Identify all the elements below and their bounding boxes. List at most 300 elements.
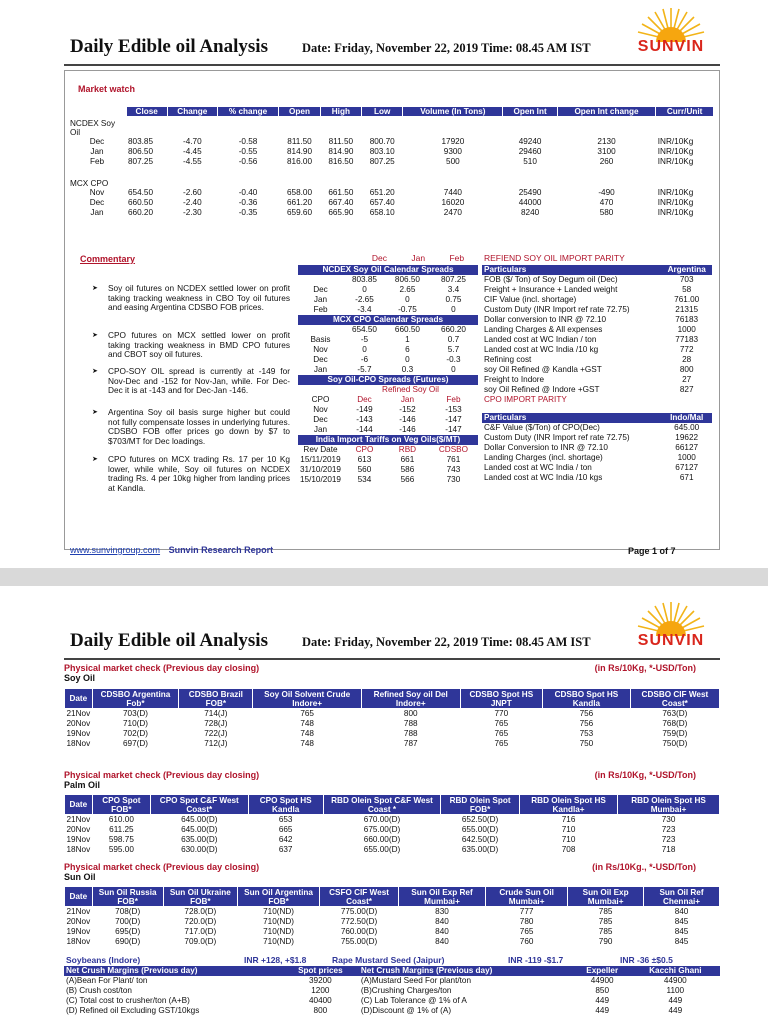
soy-cpo-cell: -143	[356, 415, 373, 424]
tariff-cell: 31/10/2019	[300, 465, 341, 474]
spread-cell: 5.7	[447, 345, 460, 354]
data-row	[65, 917, 720, 927]
value-cell: 18Nov	[66, 845, 91, 854]
value-cell: 642	[278, 835, 293, 844]
value-cell: 765	[494, 719, 509, 728]
value-cell: 665	[278, 825, 293, 834]
ncm-label: (B)Crushing Charges/ton	[360, 986, 452, 995]
value-cell: 785	[598, 907, 613, 916]
spread-cell: Dec	[313, 285, 328, 294]
value-cell: 710(ND)	[263, 937, 295, 946]
value-cell: 655.00(D)	[461, 825, 499, 834]
ncm-value: 44900	[663, 976, 687, 985]
data-row	[65, 815, 720, 826]
column-header: CDSBO Spot HS JNPT	[460, 689, 542, 709]
spread-col-dec: Dec	[371, 253, 387, 263]
value-cell: 670.00(D)	[363, 815, 401, 824]
spread-cell: Basis	[310, 335, 331, 344]
value-cell: 748	[300, 729, 314, 738]
value-cell: 777	[519, 907, 534, 916]
soy-cpo-cell: Feb	[446, 395, 461, 404]
parity-value: 76183	[675, 315, 699, 324]
value-cell: 651.20	[369, 187, 395, 197]
value-cell: INR/10Kg	[657, 187, 694, 197]
value-cell: 661.20	[286, 197, 313, 207]
mustard-change: INR -119 -$1.7	[508, 955, 564, 965]
spread-cell: 0	[362, 345, 367, 354]
value-cell: 790	[598, 937, 613, 946]
ncm-row	[64, 986, 720, 996]
parity-row	[482, 325, 712, 335]
tariff-row	[298, 465, 478, 475]
ncm-head: Net Crush Margins (Previous day)	[64, 966, 282, 976]
sunvin-logo-p2	[624, 598, 718, 650]
header-rule-p2	[64, 658, 720, 660]
value-cell: INR/10Kg	[657, 156, 694, 166]
soy-physical-table	[64, 688, 720, 749]
data-row	[65, 709, 720, 720]
footer-label: Sunvin Research Report	[168, 545, 274, 555]
cpo-label: Custom Duty (INR Import ref rate 72.75)	[484, 433, 630, 442]
value-cell: 20Nov	[66, 825, 91, 834]
empty-cell	[298, 385, 343, 395]
value-cell: 700(D)	[115, 917, 141, 926]
value-cell: 690(D)	[115, 937, 141, 946]
tariff-head: CPO	[355, 445, 374, 454]
value-cell: 845	[674, 937, 689, 946]
spread-cell: 660.50	[394, 325, 420, 334]
value-cell: 765	[494, 729, 509, 738]
ncm-row	[64, 976, 720, 986]
value-cell: 702(D)	[122, 729, 148, 738]
value-cell: 840	[435, 917, 449, 926]
soy-cpo-row	[298, 425, 478, 435]
column-header: Date	[65, 689, 93, 709]
header-row	[65, 689, 720, 709]
tariff-cell: 566	[400, 475, 415, 484]
tariff-cell: 586	[400, 465, 415, 474]
report-title: Daily Edible oil Analysis	[70, 36, 268, 57]
column-header: Sun Oil Exp Mumbai+	[568, 887, 644, 907]
parity-value: 772	[679, 345, 694, 354]
tariff-head: Rev Date	[303, 445, 338, 454]
commentary-item: ➤ Soy oil futures on NCDEX settled lower on profit taking tracking weakness in CBO Toy oil futures and easing Argentina CDSBO FOB prices.	[108, 284, 290, 313]
soy-cpo-cell: CPO	[311, 395, 330, 404]
logo-text: SUNVIN	[637, 38, 705, 55]
report-date: Date: Friday, November 22, 2019 Time: 08.45 AM IST	[302, 41, 591, 55]
spread-cell: 0	[405, 355, 410, 364]
value-cell: 665.90	[328, 207, 354, 217]
value-cell: 611.25	[109, 825, 134, 834]
cpo-parity-row	[482, 463, 712, 473]
value-cell: 710(D)	[122, 719, 148, 728]
spread-cell: 0	[451, 365, 456, 374]
value-cell: 598.75	[108, 835, 134, 844]
ncdex-spread-row	[298, 295, 478, 305]
ncm-label: (D) Refined oil Excluding GST/10kgs	[66, 1006, 200, 1015]
data-row	[65, 739, 720, 749]
value-cell: -2.60	[182, 187, 202, 197]
market-watch-label: Market watch	[78, 84, 136, 94]
soy-cpo-cell: Jan	[400, 395, 415, 404]
value-cell: 811.50	[287, 136, 312, 146]
parity-label: Dollar conversion to INR @ 72.10	[484, 315, 607, 324]
value-cell: 787	[403, 739, 418, 748]
spread-cell: -6	[360, 355, 369, 364]
spread-cell: 0.3	[401, 365, 414, 374]
spread-month-head	[298, 253, 478, 263]
column-header: Low	[362, 107, 403, 117]
spread-cell: 0	[451, 305, 456, 314]
value-cell: 610.00	[108, 815, 134, 824]
tariff-cell: 15/11/2019	[300, 455, 341, 464]
value-cell: 718	[661, 845, 676, 854]
value-cell: 730	[661, 815, 676, 824]
spread-cell: Dec	[313, 355, 328, 364]
tariff-cell: 761	[446, 455, 461, 464]
parity-value: 28	[682, 355, 692, 364]
value-cell: 756	[579, 709, 594, 718]
data-row	[65, 937, 720, 947]
value-cell: 21Nov	[66, 709, 91, 718]
value-cell: 21Nov	[66, 815, 91, 824]
cpo-value: 671	[679, 473, 694, 482]
mcx-spread-title-row	[298, 315, 478, 325]
spacer-row	[482, 405, 712, 413]
spacer	[68, 167, 714, 177]
value-cell: 759(D)	[662, 729, 688, 738]
spread-cell: Feb	[313, 305, 328, 314]
value-cell: -0.58	[238, 136, 258, 146]
corner-cell	[68, 107, 126, 117]
ncm-label: (A)Bean For Plant/ ton	[66, 976, 148, 985]
value-cell: 755.00(D)	[340, 937, 378, 946]
tariff-row	[298, 455, 478, 465]
spacer-row	[68, 167, 714, 177]
month-cell: Jan	[90, 207, 104, 217]
tariff-title: India Import Tariffs on Veg Oils($/MT)	[298, 435, 478, 445]
soybeans-indore-label: Soybeans (Indore)	[66, 955, 141, 965]
column-header: Curr/Unit	[656, 107, 714, 117]
data-row	[65, 845, 720, 855]
value-cell: 710	[561, 835, 576, 844]
cpo-parity-title-row	[482, 395, 712, 405]
ncdex-label-row	[68, 117, 714, 137]
mcx-spread-row	[298, 365, 478, 375]
cpo-parity-row	[482, 423, 712, 433]
ncm-value: 39200	[308, 976, 332, 985]
data-row	[65, 825, 720, 835]
value-cell: 748	[300, 719, 314, 728]
value-cell: 655.00(D)	[363, 845, 401, 854]
cpo-label: Landed cost at WC India / ton	[484, 463, 592, 472]
website-link[interactable]: www.sunvingroup.com	[70, 545, 161, 555]
value-cell: 667.40	[328, 197, 354, 207]
value-cell: 807.25	[369, 156, 395, 166]
column-header: CDSBO Brazil FOB*	[179, 689, 253, 709]
value-cell: 765	[300, 709, 314, 718]
soy-cpo-title-row	[298, 375, 478, 385]
value-cell: 753	[579, 729, 594, 738]
sun-physical-table	[64, 886, 720, 947]
value-cell: 780	[519, 917, 534, 926]
spread-cell: -5.7	[357, 365, 372, 374]
value-cell: 765	[494, 739, 509, 748]
value-cell: -0.40	[238, 187, 258, 197]
spread-cell: -5	[360, 335, 369, 344]
value-cell: -0.56	[238, 156, 258, 166]
tariff-head-row	[298, 445, 478, 455]
value-cell: 723	[661, 835, 676, 844]
month-cell: Jan	[90, 146, 104, 156]
sun-section-label: Sun Oil	[64, 872, 96, 882]
value-cell: 816.00	[286, 156, 313, 166]
cpo-parity-title: CPO IMPORT PARITY	[484, 395, 567, 404]
spread-cell: Jan	[313, 295, 328, 304]
empty-cell	[362, 177, 403, 188]
value-cell: 760.00(D)	[340, 927, 378, 936]
tariff-title-row	[298, 435, 478, 445]
value-cell: -2.40	[182, 197, 202, 207]
ncm-label: (C) Total cost to crusher/ton (A+B)	[66, 996, 190, 1005]
parity-row	[482, 305, 712, 315]
cpo-value: 1000	[677, 453, 696, 462]
sun-section-head	[64, 862, 720, 882]
ncdex-row	[68, 147, 714, 157]
cpo-parity-row	[482, 433, 712, 443]
value-cell: 748	[300, 739, 314, 748]
value-cell: 772.50(D)	[340, 917, 378, 926]
value-cell: 7440	[443, 187, 462, 197]
tariff-cell: 534	[357, 475, 372, 484]
soy-section-label: Soy Oil	[64, 673, 96, 683]
parity-head: Particulars	[482, 265, 661, 275]
column-header: CPO Spot FOB*	[92, 795, 150, 815]
spread-cell: 6	[405, 345, 410, 354]
cpo-value: 66127	[675, 443, 699, 452]
soy-cpo-cell: -147	[445, 425, 462, 434]
mcx-row	[68, 188, 714, 198]
value-cell: -490	[598, 187, 615, 197]
soy-cpo-cell: Jan	[313, 425, 328, 434]
value-cell: 756	[579, 719, 594, 728]
mcx-spread-row	[298, 355, 478, 365]
ncm-value: 44900	[590, 976, 614, 985]
parity-value: 1000	[677, 325, 696, 334]
soy-parity-table	[482, 265, 712, 483]
spread-cell: 654.50	[351, 325, 377, 334]
palm-section-head	[64, 770, 720, 790]
soy-cpo-title: Soy Oil-CPO Spreads (Futures)	[298, 375, 478, 385]
cpo-value: 19622	[675, 433, 699, 442]
page-number: Page 1 of 7	[628, 546, 676, 556]
value-cell: 760	[519, 937, 534, 946]
spread-cell: -3.4	[357, 305, 372, 314]
tariff-cell: 661	[400, 455, 415, 464]
value-cell: -4.55	[182, 156, 202, 166]
value-cell: -0.35	[238, 207, 258, 217]
soy-section-unit: (in Rs/10Kg, *-USD/Ton)	[594, 663, 696, 673]
value-cell: -4.45	[182, 146, 202, 156]
cpo-parity-row	[482, 453, 712, 463]
month-cell: Dec	[89, 197, 105, 207]
parity-row	[482, 365, 712, 375]
spread-cell: 807.25	[440, 275, 466, 284]
data-row	[65, 729, 720, 739]
parity-label: soy Oil Refined @ Indore +GST	[484, 385, 600, 394]
mustard-jaipur-label: Rape Mustard Seed (Jaipur)	[332, 955, 445, 965]
cpo-head: Particulars	[482, 413, 661, 423]
spread-col-feb: Feb	[449, 253, 465, 263]
mustard-change-2: INR -36 ±$0.5	[620, 955, 673, 965]
parity-row	[482, 355, 712, 365]
value-cell: 840	[435, 937, 449, 946]
column-header: Volume (In Tons)	[403, 107, 503, 117]
value-cell: 645.00(D)	[181, 825, 218, 834]
soy-cpo-cell: -153	[445, 405, 462, 414]
value-cell: 708(D)	[115, 907, 141, 916]
value-cell: 19Nov	[66, 729, 91, 738]
value-cell: 768(D)	[662, 719, 688, 728]
column-header: Sun Oil Ref Chennai+	[644, 887, 720, 907]
empty-cell	[126, 177, 167, 188]
ncdex-spread-row	[298, 285, 478, 295]
value-cell: 840	[435, 927, 449, 936]
column-header: High	[320, 107, 361, 117]
parity-row	[482, 275, 712, 285]
report-page-2	[0, 586, 768, 1024]
ncm-value: 449	[668, 1006, 683, 1015]
value-cell: 703(D)	[122, 709, 148, 718]
commentary-item: ➤ CPO futures on MCX settled lower on profit taking tracking weakness in BMD CPO futures and CBOT soy oil futures.	[108, 331, 290, 360]
parity-label: Custom Duty (INR Import ref rate 72.75)	[484, 305, 630, 314]
value-cell: 785	[598, 927, 613, 936]
value-cell: 17920	[441, 136, 465, 146]
empty-cell	[503, 177, 557, 188]
month-cell: Nov	[89, 187, 105, 197]
value-cell: 654.50	[128, 187, 154, 197]
value-cell: 18Nov	[66, 739, 91, 748]
column-header: Date	[65, 795, 93, 815]
empty-cell	[403, 117, 503, 137]
ncdex-spread-title: NCDEX Soy Oil Calendar Spreads	[298, 265, 478, 275]
value-cell: 18Nov	[66, 937, 91, 946]
ncm-value: 800	[313, 1006, 328, 1015]
value-cell: 723	[661, 825, 676, 834]
column-header: Refined Soy oil Del Indore+	[361, 689, 460, 709]
empty-cell	[279, 177, 320, 188]
month-cell: Feb	[89, 156, 105, 166]
value-cell: 21Nov	[66, 907, 91, 916]
spread-cell: 660.20	[440, 325, 466, 334]
commentary-item: ➤ CPO futures on MCX trading Rs. 17 per 10 Kg lower, while while, Soy oil futures on NCDEX trading Rs. 4 per 10kg higher from landing prices at Kandla.	[108, 455, 290, 493]
sunvin-logo	[624, 4, 718, 56]
value-cell: 816.50	[328, 156, 354, 166]
parity-value: 27	[682, 375, 692, 384]
commentary-title: Commentary	[80, 254, 136, 264]
ncdex-row	[68, 157, 714, 167]
empty-cell	[656, 117, 714, 137]
value-cell: 660.00(D)	[363, 835, 401, 844]
spread-cell: 0.75	[445, 295, 462, 304]
value-cell: 697(D)	[122, 739, 148, 748]
value-cell: 470	[599, 197, 614, 207]
empty-cell	[279, 117, 320, 137]
spread-cell: -2.65	[355, 295, 374, 304]
column-header: RBD Olein Spot C&F West Coast *	[323, 795, 440, 815]
value-cell: 845	[674, 927, 689, 936]
parity-value: 21315	[675, 305, 699, 314]
mcx-label-row	[68, 177, 714, 188]
empty-cell	[167, 117, 217, 137]
month-cell: Dec	[89, 136, 105, 146]
value-cell: 260	[599, 156, 614, 166]
parity-label: Freight + Insurance + Landed weight	[484, 285, 618, 294]
column-header: RBD Olein Spot HS Mumbai+	[618, 795, 720, 815]
spread-cell: Nov	[313, 345, 328, 354]
cpo-value: 645.00	[674, 423, 700, 432]
soy-section-head	[64, 663, 720, 683]
value-cell: 800	[403, 709, 418, 718]
value-cell: 840	[674, 907, 689, 916]
value-cell: 2130	[597, 136, 616, 146]
empty-cell	[403, 177, 503, 188]
empty-cell	[217, 117, 279, 137]
value-cell: 712(J)	[204, 739, 228, 748]
spread-top-row	[298, 275, 478, 285]
tariff-cell: 730	[446, 475, 461, 484]
ncm-value: 40400	[308, 996, 332, 1005]
mcx-spread-row	[298, 335, 478, 345]
ncm-head: Kacchi Ghani	[631, 966, 720, 976]
spread-cell: 806.50	[394, 275, 420, 284]
cpo-parity-row	[482, 443, 712, 453]
column-header: Close	[126, 107, 167, 117]
parity-row	[482, 375, 712, 385]
value-cell: 765	[519, 927, 534, 936]
tariff-row	[298, 475, 478, 485]
value-cell: 695(D)	[115, 927, 141, 936]
spread-top-row	[298, 325, 478, 335]
value-cell: 25490	[518, 187, 542, 197]
parity-row	[482, 295, 712, 305]
empty-cell	[320, 117, 361, 137]
spread-cell: -0.3	[446, 355, 461, 364]
column-header: Soy Oil Solvent Crude Indore+	[253, 689, 362, 709]
spacer	[482, 405, 712, 413]
parity-head: Argentina	[661, 265, 712, 275]
value-cell: 658.10	[369, 207, 395, 217]
spread-cell: 1	[405, 335, 410, 344]
mcx-row	[68, 198, 714, 208]
ncm-label: (D)Discount @ 1% of (A)	[360, 1006, 452, 1015]
soy-cpo-cell: -146	[399, 425, 416, 434]
soy-cpo-cell: Nov	[313, 405, 328, 414]
parity-value: 761.00	[674, 295, 700, 304]
empty-cell	[126, 117, 167, 137]
ncm-value: 1200	[311, 986, 330, 995]
soybeans-change: INR +128, +$1.8	[244, 955, 307, 965]
parity-value: 77183	[675, 335, 699, 344]
value-cell: 803.85	[128, 136, 154, 146]
cpo-label: Dollar Conversion to INR @ 72.10	[484, 443, 608, 452]
empty-cell	[320, 177, 361, 188]
value-cell: 19Nov	[66, 927, 91, 936]
value-cell: 44000	[518, 197, 542, 207]
column-header: CSFO CIF West Coast*	[320, 887, 399, 907]
value-cell: 807.25	[128, 156, 154, 166]
value-cell: 660.50	[128, 197, 154, 207]
